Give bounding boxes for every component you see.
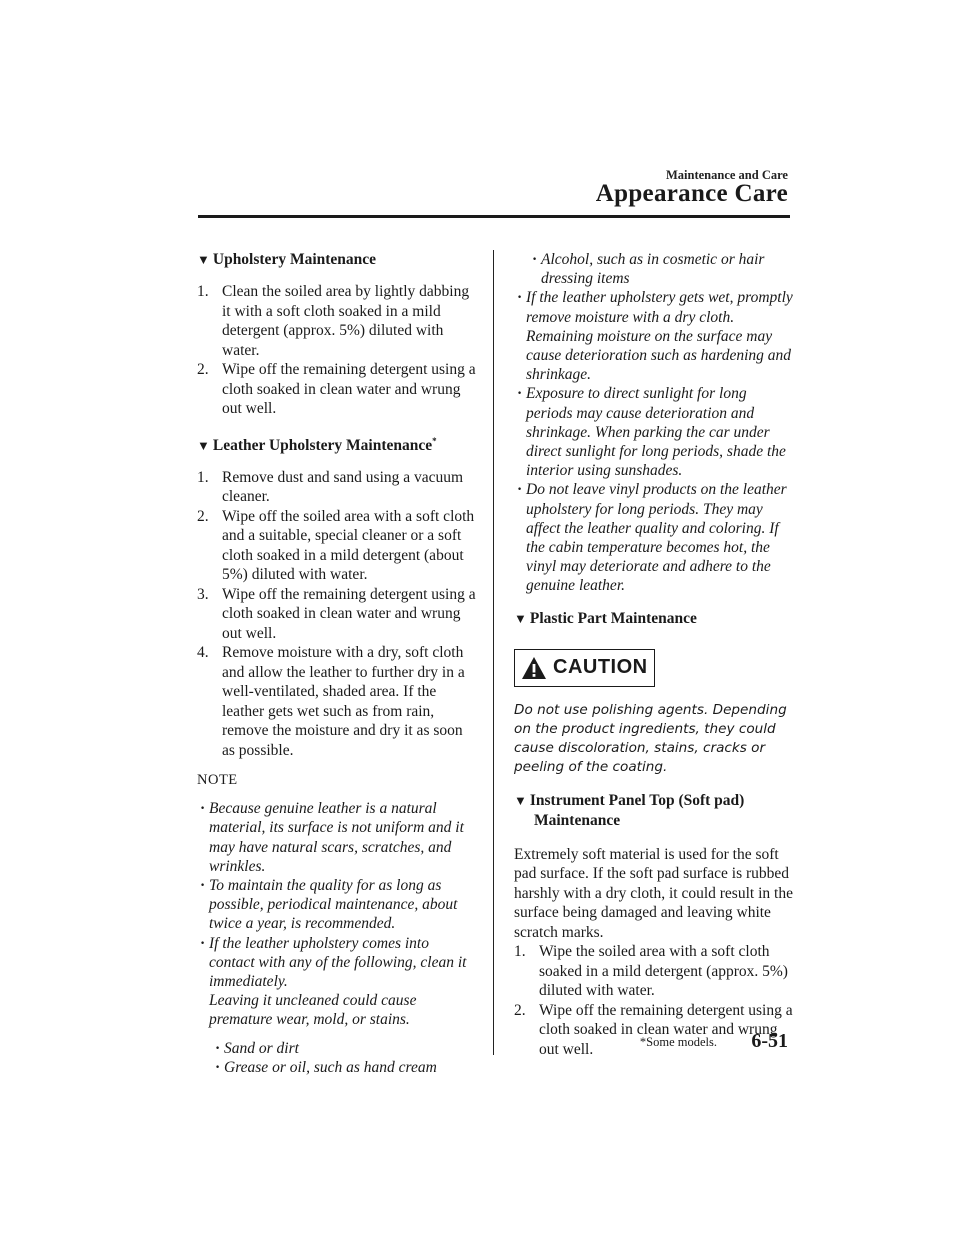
- upholstery-heading: [197, 250, 477, 270]
- note-label: NOTE: [197, 772, 238, 789]
- leather-heading-text: Leather Upholstery Maintenance: [212, 436, 433, 454]
- list-item: 2. Wipe off the remaining detergent using a cloth soaked in clean water and wrung out well.: [197, 361, 476, 417]
- list-item: 2. Wipe off the soiled area with a soft cloth and a suitable, special cleaner or a soft cloth soaked in a mild detergent (about 5%) diluted with water.: [197, 507, 475, 584]
- instrument-heading: [514, 791, 796, 831]
- list-item: 1. Wipe the soiled area with a soft cloth soaked in a mild detergent (approx. 5%) diluted with water.: [514, 943, 788, 1000]
- contaminant-list-continued: [514, 250, 796, 288]
- header-rule: [198, 215, 790, 218]
- list-item: · Do not leave vinyl products on the leather upholstery for long periods. They may affect the leather quality and coloring. If the cabin temperature becomes hot, the vinyl may deteriorate and adhere to the genuine leather.: [514, 480, 796, 595]
- page-title: Appearance Care: [595, 180, 788, 207]
- upholstery-steps: [197, 282, 477, 419]
- contaminant-list: [197, 1039, 477, 1077]
- warning-triangle-icon: [521, 656, 547, 680]
- list-item: · Grease or oil, such as hand cream: [212, 1058, 477, 1077]
- caution-badge: [514, 649, 655, 687]
- triangle-marker-icon: ▼: [197, 252, 210, 267]
- section-label: Maintenance and Care: [666, 168, 788, 182]
- list-item: · Sand or dirt: [212, 1039, 477, 1058]
- list-item: · Because genuine leather is a natural material, its surface is not uniform and it may have natural scars, scratches, and wrinkles.: [197, 799, 477, 876]
- list-item: · Alcohol, such as in cosmetic or hair dressing items: [529, 250, 796, 288]
- caution-label: CAUTION: [553, 656, 648, 679]
- footnote: *Some models.: [639, 1035, 717, 1049]
- triangle-marker-icon: ▼: [197, 437, 210, 453]
- list-item: 2. Wipe off the remaining detergent using a cloth soaked in clean water and wrung out well.: [514, 1001, 793, 1058]
- list-item: · If the leather upholstery comes into contact with any of the following, clean it immediately. Leaving it uncleaned could cause premature wear, mold, or stains.: [197, 934, 477, 1030]
- list-item: · If the leather upholstery gets wet, promptly remove moisture with a dry cloth. Remaining moisture on the surface may cause deterioration such as hardening and shrinkage.: [514, 288, 796, 384]
- caution-text: Do not use polishing agents. Depending on the product ingredients, they could cause discoloration, stains, cracks or peeling of the coating.: [514, 701, 787, 775]
- list-item: · Exposure to direct sunlight for long periods may cause deterioration and shrinkage. When parking the car under direct sunlight for long periods, shade the interior using sunshades.: [514, 384, 796, 480]
- note-list: [197, 799, 477, 1029]
- plastic-heading: [514, 609, 796, 629]
- list-item: 1. Clean the soiled area by lightly dabbing it with a soft cloth soaked in a mild detergent (approx. 5%) diluted with water.: [197, 283, 470, 359]
- left-column: [197, 250, 477, 1077]
- triangle-marker-icon: ▼: [514, 792, 527, 808]
- page-number: 6-51: [751, 1030, 788, 1052]
- leather-steps: [197, 468, 477, 761]
- triangle-marker-icon: ▼: [514, 610, 527, 626]
- plastic-heading-text: Plastic Part Maintenance: [529, 609, 697, 627]
- instrument-heading-text: Instrument Panel Top (Soft pad) Maintenance: [529, 791, 745, 829]
- list-item: 1. Remove dust and sand using a vacuum cleaner.: [197, 468, 464, 506]
- more-notes-list: [514, 288, 796, 595]
- column-divider: [493, 250, 494, 1055]
- some-models-asterisk: *: [432, 435, 437, 446]
- leather-heading: [197, 431, 477, 456]
- list-item: 3. Wipe off the remaining detergent using a cloth soaked in clean water and wrung out well.: [197, 585, 476, 642]
- instrument-intro: Extremely soft material is used for the soft pad surface. If the soft pad surface is rubbed harshly with a dry cloth, it could result in the surface being damaged and leaving white scratch marks.: [514, 845, 793, 941]
- caution-block: [514, 649, 796, 777]
- upholstery-heading-text: Upholstery Maintenance: [212, 251, 377, 268]
- right-column: [514, 250, 796, 1059]
- list-item: · To maintain the quality for as long as possible, periodical maintenance, about twice a year, is recommended.: [197, 876, 477, 934]
- list-item: 4. Remove moisture with a dry, soft cloth and allow the leather to further dry in a well-ventilated, shaded area. If the leather gets wet such as from rain, remove the moisture and dry it as soon as possible.: [197, 644, 465, 759]
